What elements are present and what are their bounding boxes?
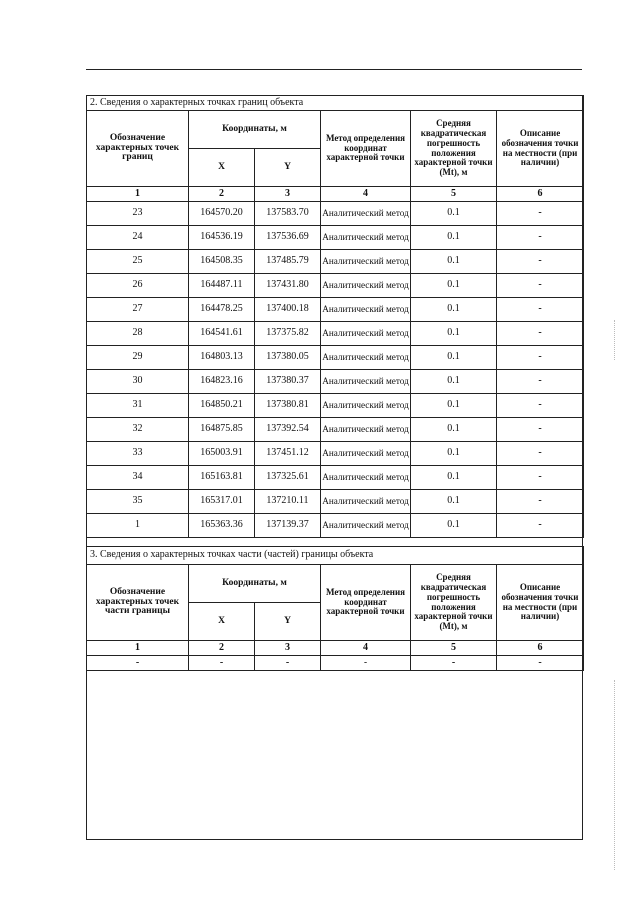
y-cell: 137583.70 xyxy=(255,202,321,226)
point-cell: 24 xyxy=(87,226,189,250)
error-cell: 0.1 xyxy=(411,442,497,466)
y-cell: 137139.37 xyxy=(255,514,321,538)
s3-colnum-3: 3 xyxy=(255,641,321,656)
y-cell: 137451.12 xyxy=(255,442,321,466)
method-cell: Аналитический метод xyxy=(321,250,411,274)
point-cell: 31 xyxy=(87,394,189,418)
s2-colnum-5: 5 xyxy=(411,187,497,202)
scan-margin-mark xyxy=(614,680,616,870)
s3-header-method: Метод определения координат характерной точки xyxy=(321,565,411,641)
y-cell: 137210.11 xyxy=(255,490,321,514)
method-cell: Аналитический метод xyxy=(321,202,411,226)
description-cell: - xyxy=(497,322,584,346)
error-cell: 0.1 xyxy=(411,466,497,490)
point-cell: 23 xyxy=(87,202,189,226)
x-cell: 164875.85 xyxy=(189,418,255,442)
x-cell: 165363.36 xyxy=(189,514,255,538)
x-cell: 164478.25 xyxy=(189,298,255,322)
point-cell: 30 xyxy=(87,370,189,394)
point-cell: 26 xyxy=(87,274,189,298)
method-cell: Аналитический метод xyxy=(321,490,411,514)
table-row xyxy=(87,442,584,466)
s2-colnum-4: 4 xyxy=(321,187,411,202)
s2-header-method: Метод определения координат характерной точки xyxy=(321,111,411,187)
s2-column-numbers xyxy=(87,187,584,202)
s2-header-y: Y xyxy=(255,149,321,187)
x-cell: 164850.21 xyxy=(189,394,255,418)
method-cell: Аналитический метод xyxy=(321,466,411,490)
table-row xyxy=(87,466,584,490)
description-cell: - xyxy=(497,226,584,250)
y-cell: 137380.05 xyxy=(255,346,321,370)
method-cell: Аналитический метод xyxy=(321,370,411,394)
description-cell: - xyxy=(497,274,584,298)
method-cell: Аналитический метод xyxy=(321,514,411,538)
error-cell: 0.1 xyxy=(411,202,497,226)
description-cell: - xyxy=(497,202,584,226)
y-cell: 137325.61 xyxy=(255,466,321,490)
s2-header-x: X xyxy=(189,149,255,187)
method-cell: Аналитический метод xyxy=(321,274,411,298)
method-cell: - xyxy=(321,656,411,671)
description-cell: - xyxy=(497,250,584,274)
y-cell: 137536.69 xyxy=(255,226,321,250)
method-cell: Аналитический метод xyxy=(321,298,411,322)
y-cell: - xyxy=(255,656,321,671)
error-cell: - xyxy=(411,656,497,671)
point-cell: 29 xyxy=(87,346,189,370)
x-cell: 164570.20 xyxy=(189,202,255,226)
table-row xyxy=(87,322,584,346)
y-cell: 137485.79 xyxy=(255,250,321,274)
section2-title: 2. Сведения о характерных точках границ объекта xyxy=(87,96,584,111)
s3-column-numbers xyxy=(87,641,584,656)
x-cell: 164508.35 xyxy=(189,250,255,274)
x-cell: 164541.61 xyxy=(189,322,255,346)
section3-table xyxy=(86,546,584,671)
error-cell: 0.1 xyxy=(411,346,497,370)
description-cell: - xyxy=(497,490,584,514)
s2-header-error: Средняя квадратическая погрешность положения характерной точки (Mt), м xyxy=(411,111,497,187)
method-cell: Аналитический метод xyxy=(321,346,411,370)
point-cell: 33 xyxy=(87,442,189,466)
s3-header-description: Описание обозначения точки на местности (при наличии) xyxy=(497,565,584,641)
method-cell: Аналитический метод xyxy=(321,322,411,346)
point-cell: 34 xyxy=(87,466,189,490)
description-cell: - xyxy=(497,656,584,671)
s3-header-coordinates: Координаты, м xyxy=(189,565,321,603)
y-cell: 137400.18 xyxy=(255,298,321,322)
x-cell: 164487.11 xyxy=(189,274,255,298)
error-cell: 0.1 xyxy=(411,226,497,250)
s3-header-y: Y xyxy=(255,603,321,641)
description-cell: - xyxy=(497,466,584,490)
y-cell: 137431.80 xyxy=(255,274,321,298)
s3-header-point-designation: Обозначение характерных точек части границы xyxy=(87,565,189,641)
scan-margin-mark xyxy=(614,320,616,360)
point-cell: 35 xyxy=(87,490,189,514)
table-row xyxy=(87,202,584,226)
s3-colnum-1: 1 xyxy=(87,641,189,656)
s2-colnum-3: 3 xyxy=(255,187,321,202)
description-cell: - xyxy=(497,370,584,394)
description-cell: - xyxy=(497,514,584,538)
y-cell: 137392.54 xyxy=(255,418,321,442)
y-cell: 137380.37 xyxy=(255,370,321,394)
s2-header-description: Описание обозначения точки на местности (при наличии) xyxy=(497,111,584,187)
x-cell: 164823.16 xyxy=(189,370,255,394)
point-cell: - xyxy=(87,656,189,671)
error-cell: 0.1 xyxy=(411,490,497,514)
description-cell: - xyxy=(497,394,584,418)
section3-title: 3. Сведения о характерных точках части (частей) границы объекта xyxy=(87,547,584,565)
error-cell: 0.1 xyxy=(411,274,497,298)
point-cell: 28 xyxy=(87,322,189,346)
s3-colnum-5: 5 xyxy=(411,641,497,656)
error-cell: 0.1 xyxy=(411,298,497,322)
method-cell: Аналитический метод xyxy=(321,394,411,418)
table-row xyxy=(87,370,584,394)
table-row xyxy=(87,418,584,442)
s2-header-point-designation: Обозначение характерных точек границ xyxy=(87,111,189,187)
s2-header-coordinates: Координаты, м xyxy=(189,111,321,149)
s2-colnum-2: 2 xyxy=(189,187,255,202)
y-cell: 137380.81 xyxy=(255,394,321,418)
y-cell: 137375.82 xyxy=(255,322,321,346)
s2-colnum-6: 6 xyxy=(497,187,584,202)
header-rule xyxy=(86,69,582,70)
s3-colnum-4: 4 xyxy=(321,641,411,656)
point-cell: 1 xyxy=(87,514,189,538)
s3-header-x: X xyxy=(189,603,255,641)
table-row xyxy=(87,298,584,322)
x-cell: 165317.01 xyxy=(189,490,255,514)
error-cell: 0.1 xyxy=(411,250,497,274)
description-cell: - xyxy=(497,442,584,466)
s3-colnum-2: 2 xyxy=(189,641,255,656)
error-cell: 0.1 xyxy=(411,418,497,442)
description-cell: - xyxy=(497,346,584,370)
method-cell: Аналитический метод xyxy=(321,418,411,442)
x-cell: 165163.81 xyxy=(189,466,255,490)
error-cell: 0.1 xyxy=(411,370,497,394)
point-cell: 32 xyxy=(87,418,189,442)
error-cell: 0.1 xyxy=(411,514,497,538)
s3-colnum-6: 6 xyxy=(497,641,584,656)
s2-colnum-1: 1 xyxy=(87,187,189,202)
description-cell: - xyxy=(497,418,584,442)
table-row xyxy=(87,346,584,370)
table-row xyxy=(87,394,584,418)
x-cell: 164803.13 xyxy=(189,346,255,370)
table-row xyxy=(87,490,584,514)
x-cell: - xyxy=(189,656,255,671)
table-row xyxy=(87,514,584,538)
error-cell: 0.1 xyxy=(411,394,497,418)
point-cell: 25 xyxy=(87,250,189,274)
table-row xyxy=(87,274,584,298)
x-cell: 165003.91 xyxy=(189,442,255,466)
s3-header-error: Средняя квадратическая погрешность положения характерной точки (Mt), м xyxy=(411,565,497,641)
table-row xyxy=(87,250,584,274)
x-cell: 164536.19 xyxy=(189,226,255,250)
description-cell: - xyxy=(497,298,584,322)
method-cell: Аналитический метод xyxy=(321,226,411,250)
point-cell: 27 xyxy=(87,298,189,322)
error-cell: 0.1 xyxy=(411,322,497,346)
method-cell: Аналитический метод xyxy=(321,442,411,466)
table-row xyxy=(87,656,584,671)
table-row xyxy=(87,226,584,250)
section2-table xyxy=(86,95,584,538)
